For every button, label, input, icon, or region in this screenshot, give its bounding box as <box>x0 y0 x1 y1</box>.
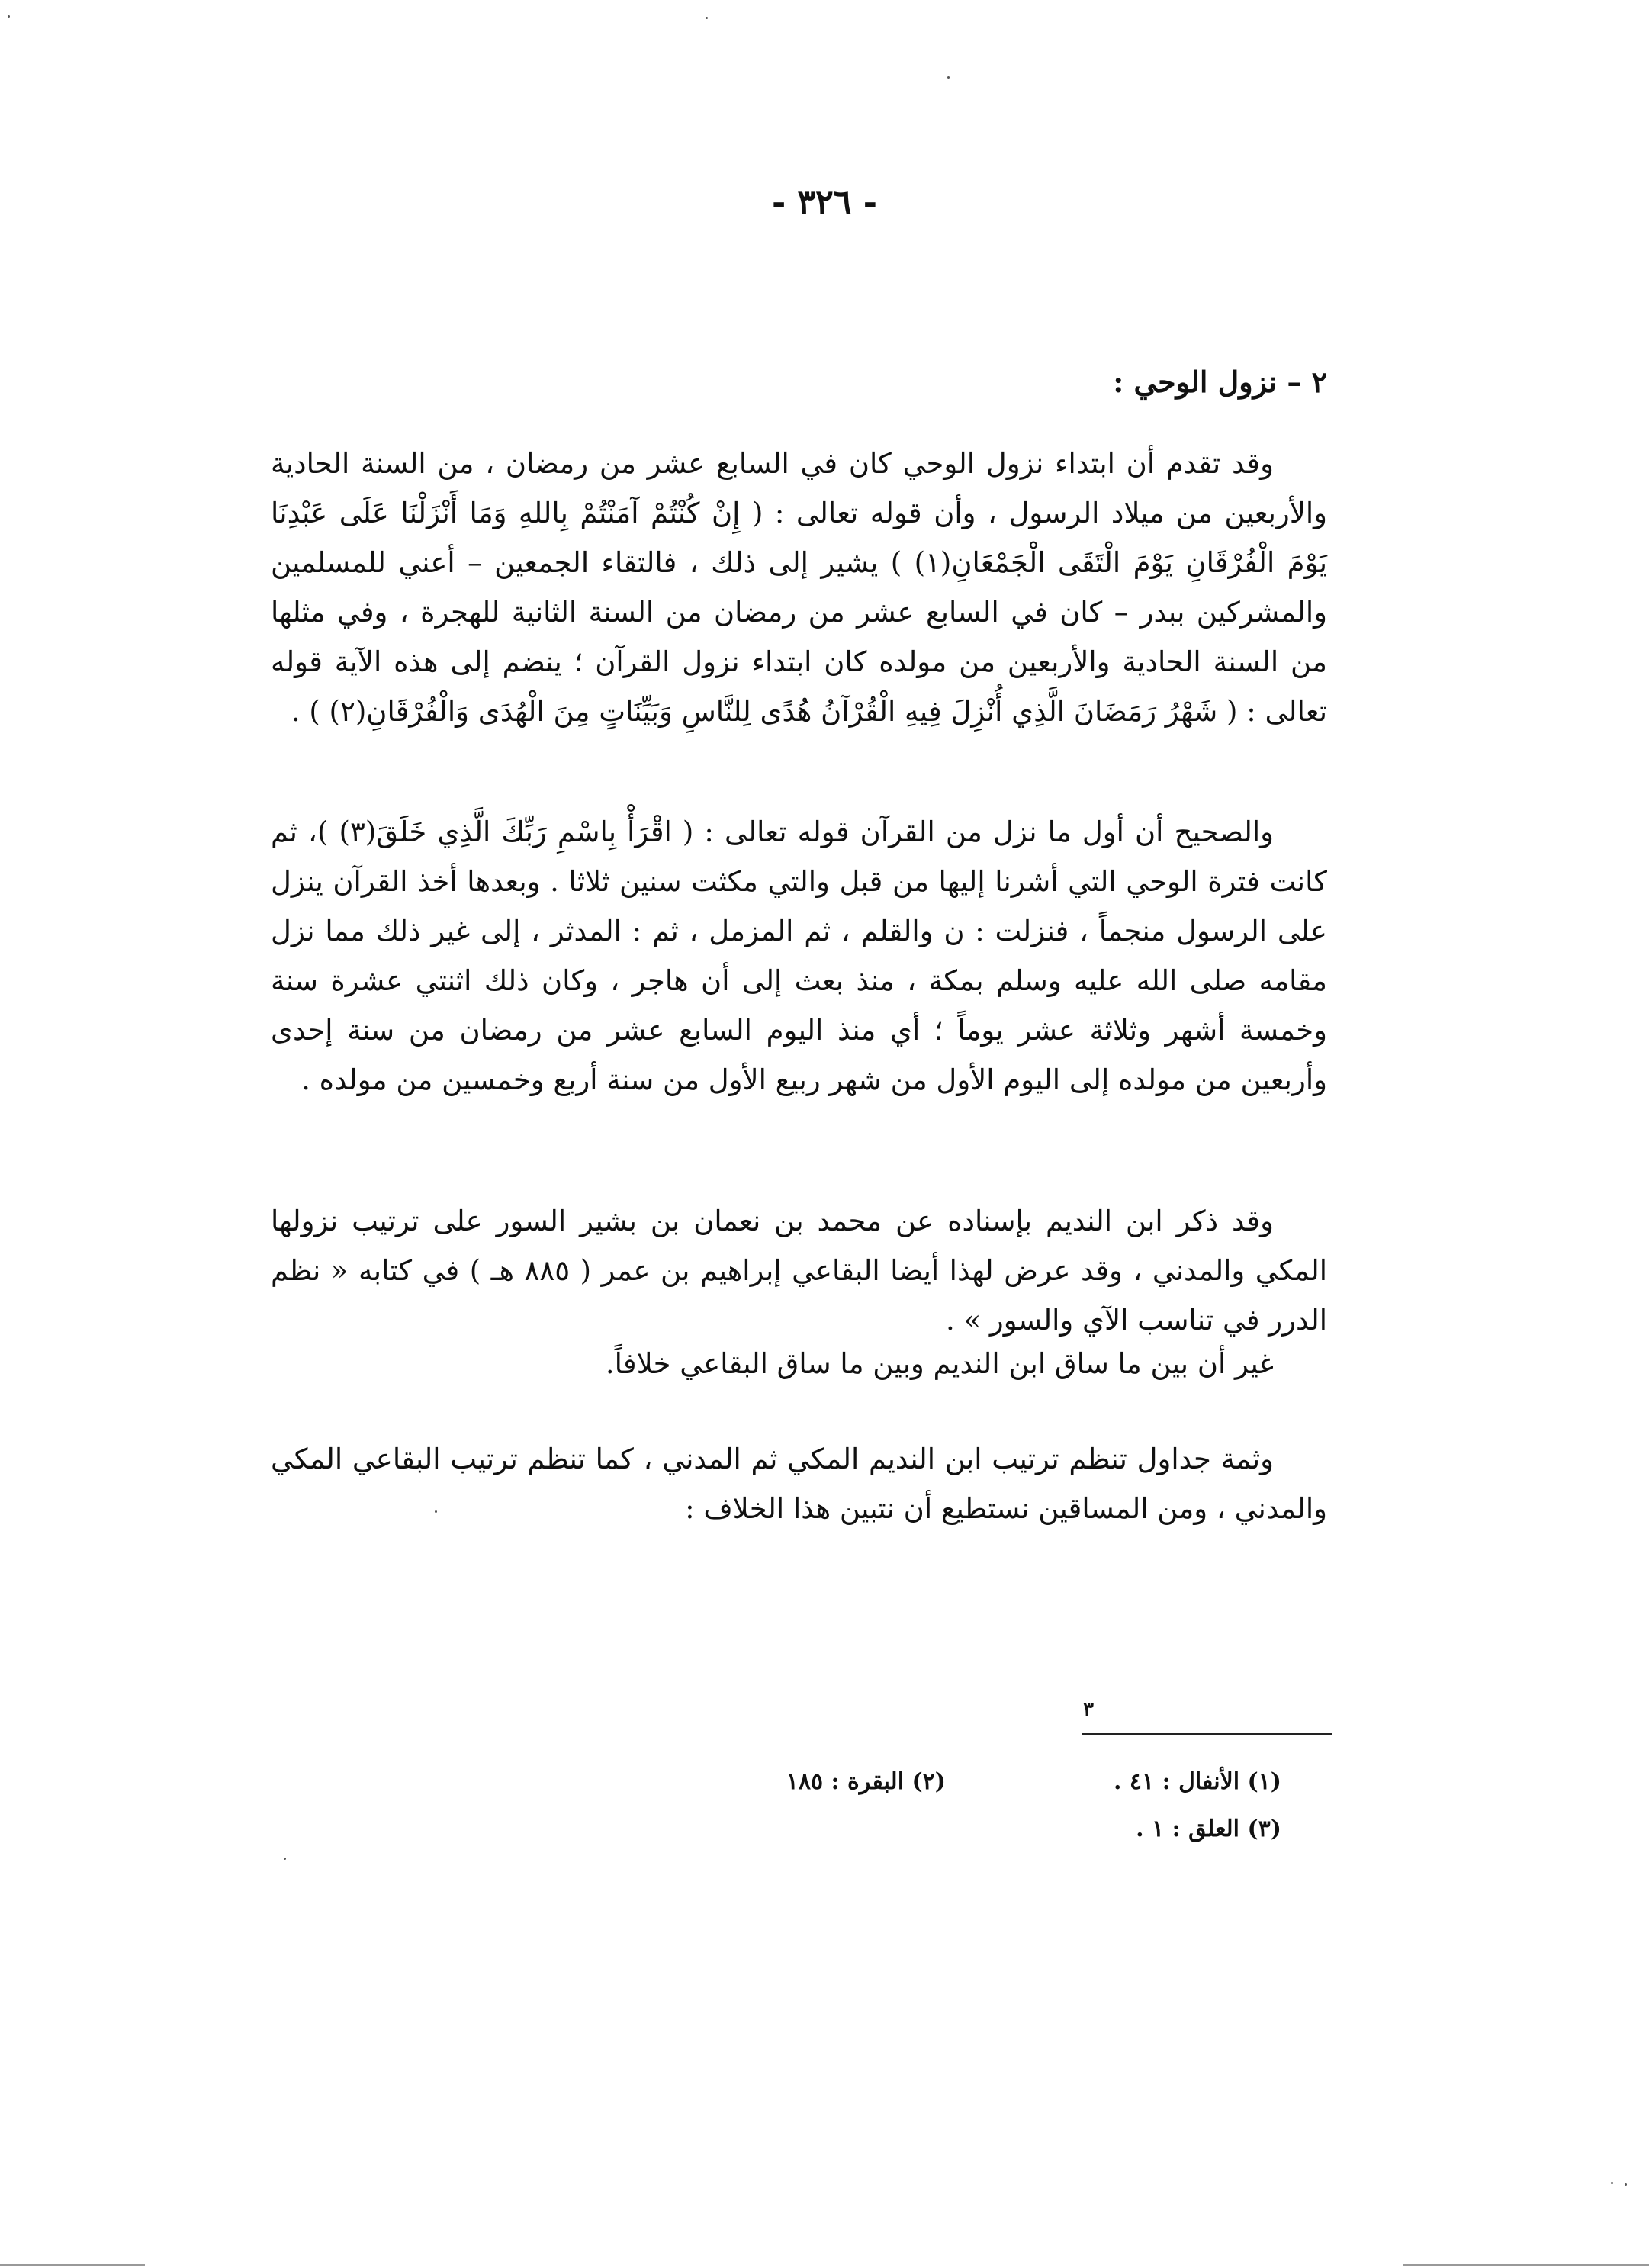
footnote-separator <box>1082 1733 1332 1735</box>
paragraph-1 <box>271 439 1327 736</box>
paragraph-3 <box>271 1196 1327 1345</box>
scan-speck <box>947 76 950 79</box>
footnote-mark: ٣ <box>1083 1698 1094 1721</box>
paragraph-1-text: وقد تقدم أن ابتداء نزول الوحي كان في السابع عشر من رمضان ، من السنة الحادية والأربعين من ميلاد الرسول ، وأن قوله تعالى : ( إِنْ كُنْتُمْ آمَنْتُمْ بِاللهِ وَمَا أَنْزَلْنَا عَلَى عَبْدِنَا يَوْمَ الْفُرْقَانِ يَوْمَ الْتَقَى الْجَمْعَانِ(١) ) يشير إلى ذلك ، فالتقاء الجمعين – أعني للمسلمين والمشركين ببدر – كان في السابع عشر من رمضان من السنة الثانية للهجرة ، وفي مثلها من السنة الحادية والأربعين من مولده كان ابتداء نزول القرآن ؛ ينضم إلى هذه الآية قوله تعالى : ( شَهْرُ رَمَضَانَ الَّذِي أُنْزِلَ فِيهِ الْقُرْآنُ هُدًى لِلنَّاسِ وَبَيِّنَاتٍ مِنَ الْهُدَى وَالْفُرْقَانِ(٢) ) . <box>271 447 1327 728</box>
footnote-3: (٣) العلق : ١ . <box>1136 1816 1281 1842</box>
scan-edge-line-left <box>0 2264 145 2266</box>
scan-speck <box>284 1858 286 1860</box>
paragraph-5-text: وثمة جداول تنظم ترتيب ابن النديم المكي ثم المدني ، كما تنظم ترتيب البقاعي المكي والمدني ، ومن المساقين نستطيع أن نتبين هذا الخلاف : <box>271 1443 1327 1525</box>
footnote-2: (٢) البقرة : ١٨٥ <box>786 1768 946 1795</box>
paragraph-4-text: غير أن بين ما ساق ابن النديم وبين ما ساق البقاعي خلافاً. <box>605 1347 1274 1380</box>
scan-speck <box>1611 2182 1613 2184</box>
paragraph-5 <box>271 1434 1327 1533</box>
paragraph-2-text: والصحيح أن أول ما نزل من القرآن قوله تعالى : ( اقْرَأْ بِاسْمِ رَبِّكَ الَّذِي خَلَقَ(٣) )، ثم كانت فترة الوحي التي أشرنا إليها من قبل والتي مكثت سنين ثلاثا . وبعدها أخذ القرآن ينزل على الرسول منجماً ، فنزلت : ن والقلم ، ثم المزمل ، ثم : المدثر ، إلى غير ذلك مما نزل مقامه صلى الله عليه وسلم بمكة ، منذ بعث إلى أن هاجر ، وكان ذلك اثنتي عشرة سنة وخمسة أشهر وثلاثة عشر يوماً ؛ أي منذ اليوم السابع عشر من رمضان من سنة إحدى وأربعين من مولده إلى اليوم الأول من شهر ربيع الأول من سنة أربع وخمسين من مولده . <box>271 816 1327 1096</box>
paragraph-2 <box>271 807 1327 1105</box>
section-heading: ٢ – نزول الوحي : <box>1113 365 1327 399</box>
scan-speck <box>1625 2183 1627 2186</box>
page-number: - ٣٢٦ - <box>771 183 878 222</box>
paragraph-3-text: وقد ذكر ابن النديم بإسناده عن محمد بن نعمان بن بشير السور على ترتيب نزولها المكي والمدني ، وقد عرض لهذا أيضا البقاعي إبراهيم بن عمر ( ٨٨٥ هـ ) في كتابه « نظم الدرر في تناسب الآي والسور » . <box>271 1205 1328 1337</box>
scan-speck <box>8 15 10 18</box>
paragraph-4 <box>271 1339 1327 1388</box>
scan-speck <box>435 1510 437 1513</box>
scan-edge-line-right <box>1403 2264 1649 2266</box>
scan-speck <box>706 17 708 19</box>
footnote-1: (١) الأنفال : ٤١ . <box>1114 1768 1281 1795</box>
